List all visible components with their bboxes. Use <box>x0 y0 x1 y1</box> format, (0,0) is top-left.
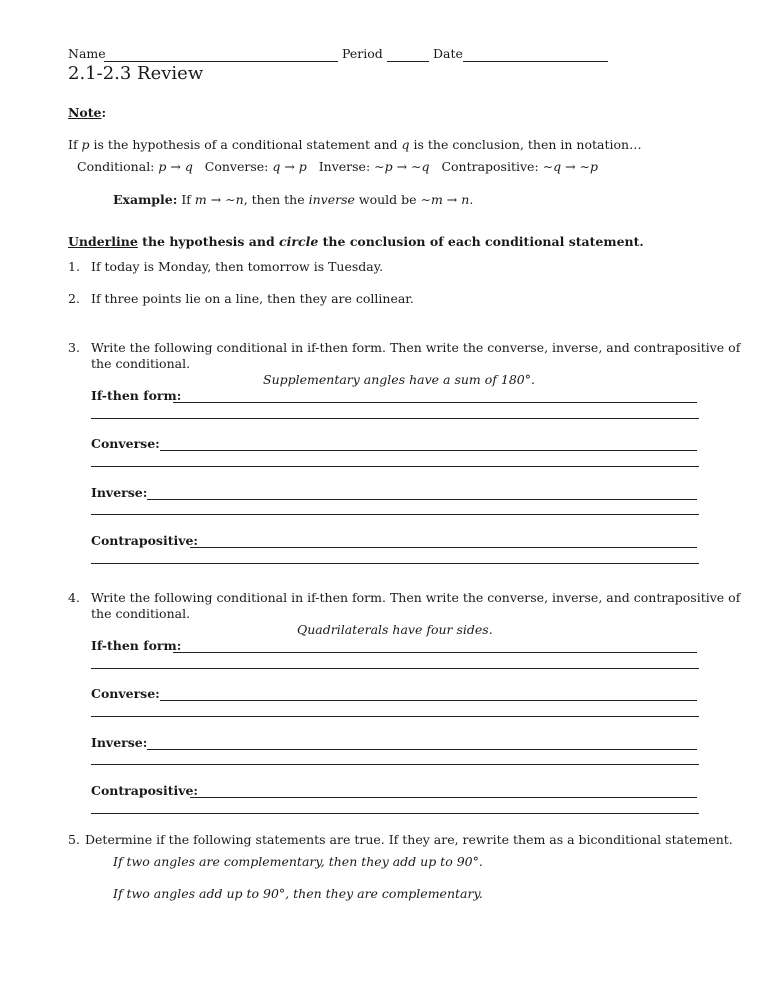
q5-statement1[interactable]: If two angles are complementary, then they add up to 90°. <box>113 854 483 869</box>
q3-inverse-line1[interactable] <box>147 499 697 500</box>
q4-line1: Write the following conditional in if-then form. Then write the converse, inverse, and contrapositive of <box>91 590 741 605</box>
q4-ifthen-line2[interactable] <box>91 668 699 669</box>
q3-contrapositive-line1[interactable] <box>190 547 697 548</box>
note-intro: If p is the hypothesis of a conditional statement and q is the conclusion, then in notation… <box>68 137 642 152</box>
q3-number: 3. <box>68 340 80 355</box>
q4-contrapositive-line1[interactable] <box>190 797 697 798</box>
q5-statement2[interactable]: If two angles add up to 90°, then they are complementary. <box>113 886 483 901</box>
q4-converse-label: Converse: <box>91 686 160 701</box>
period-blank[interactable] <box>387 61 429 62</box>
q3-converse-line2[interactable] <box>91 466 699 467</box>
name-label: Name <box>68 46 106 61</box>
q4-contrapositive-label: Contrapositive: <box>91 783 199 798</box>
q3-line2: the conditional. <box>91 356 191 371</box>
date-label: Date <box>433 46 463 61</box>
q4-ifthen-line1[interactable] <box>173 652 697 653</box>
q3-converse-label: Converse: <box>91 436 160 451</box>
q4-statement: Quadrilaterals have four sides. <box>297 622 493 637</box>
q3-inverse-label: Inverse: <box>91 485 148 500</box>
period-label: Period <box>342 46 383 61</box>
q4-inverse-line1[interactable] <box>147 749 697 750</box>
q4-converse-line2[interactable] <box>91 716 699 717</box>
q5-text: Determine if the following statements are true. If they are, rewrite them as a biconditional statement. <box>85 832 733 847</box>
q3-converse-line1[interactable] <box>160 450 697 451</box>
q4-contrapositive-line2[interactable] <box>91 813 699 814</box>
q3-contrapositive-label: Contrapositive: <box>91 533 199 548</box>
q2-text[interactable]: If three points lie on a line, then they are collinear. <box>91 291 414 306</box>
q4-line2: the conditional. <box>91 606 191 621</box>
note-heading: Note: <box>68 105 107 120</box>
q4-converse-line1[interactable] <box>160 700 697 701</box>
q2-number: 2. <box>68 291 80 306</box>
q3-ifthen-label: If-then form: <box>91 388 182 403</box>
q4-ifthen-label: If-then form: <box>91 638 182 653</box>
q3-inverse-line2[interactable] <box>91 514 699 515</box>
q1-text[interactable]: If today is Monday, then tomorrow is Tuesday. <box>91 259 384 274</box>
q4-number: 4. <box>68 590 80 605</box>
notation-row: Conditional: p → q Converse: q → p Inverse: ∼p → ∼q Contrapositive: ∼q → ∼p <box>77 159 599 174</box>
instructions: Underline the hypothesis and circle the conclusion of each conditional statement. <box>68 234 644 249</box>
example-line: Example: If m → ∼n, then the inverse would be ∼m → n. <box>113 192 474 207</box>
date-blank[interactable] <box>463 61 608 62</box>
q1-number: 1. <box>68 259 80 274</box>
page-title: 2.1-2.3 Review <box>68 63 204 84</box>
q3-statement: Supplementary angles have a sum of 180°. <box>263 372 535 387</box>
q3-ifthen-line2[interactable] <box>91 418 699 419</box>
q4-inverse-label: Inverse: <box>91 735 148 750</box>
q3-ifthen-line1[interactable] <box>173 402 697 403</box>
q4-inverse-line2[interactable] <box>91 764 699 765</box>
name-blank[interactable] <box>104 61 338 62</box>
q5-number: 5. <box>68 832 80 847</box>
q3-line1: Write the following conditional in if-then form. Then write the converse, inverse, and contrapositive of <box>91 340 741 355</box>
q3-contrapositive-line2[interactable] <box>91 563 699 564</box>
